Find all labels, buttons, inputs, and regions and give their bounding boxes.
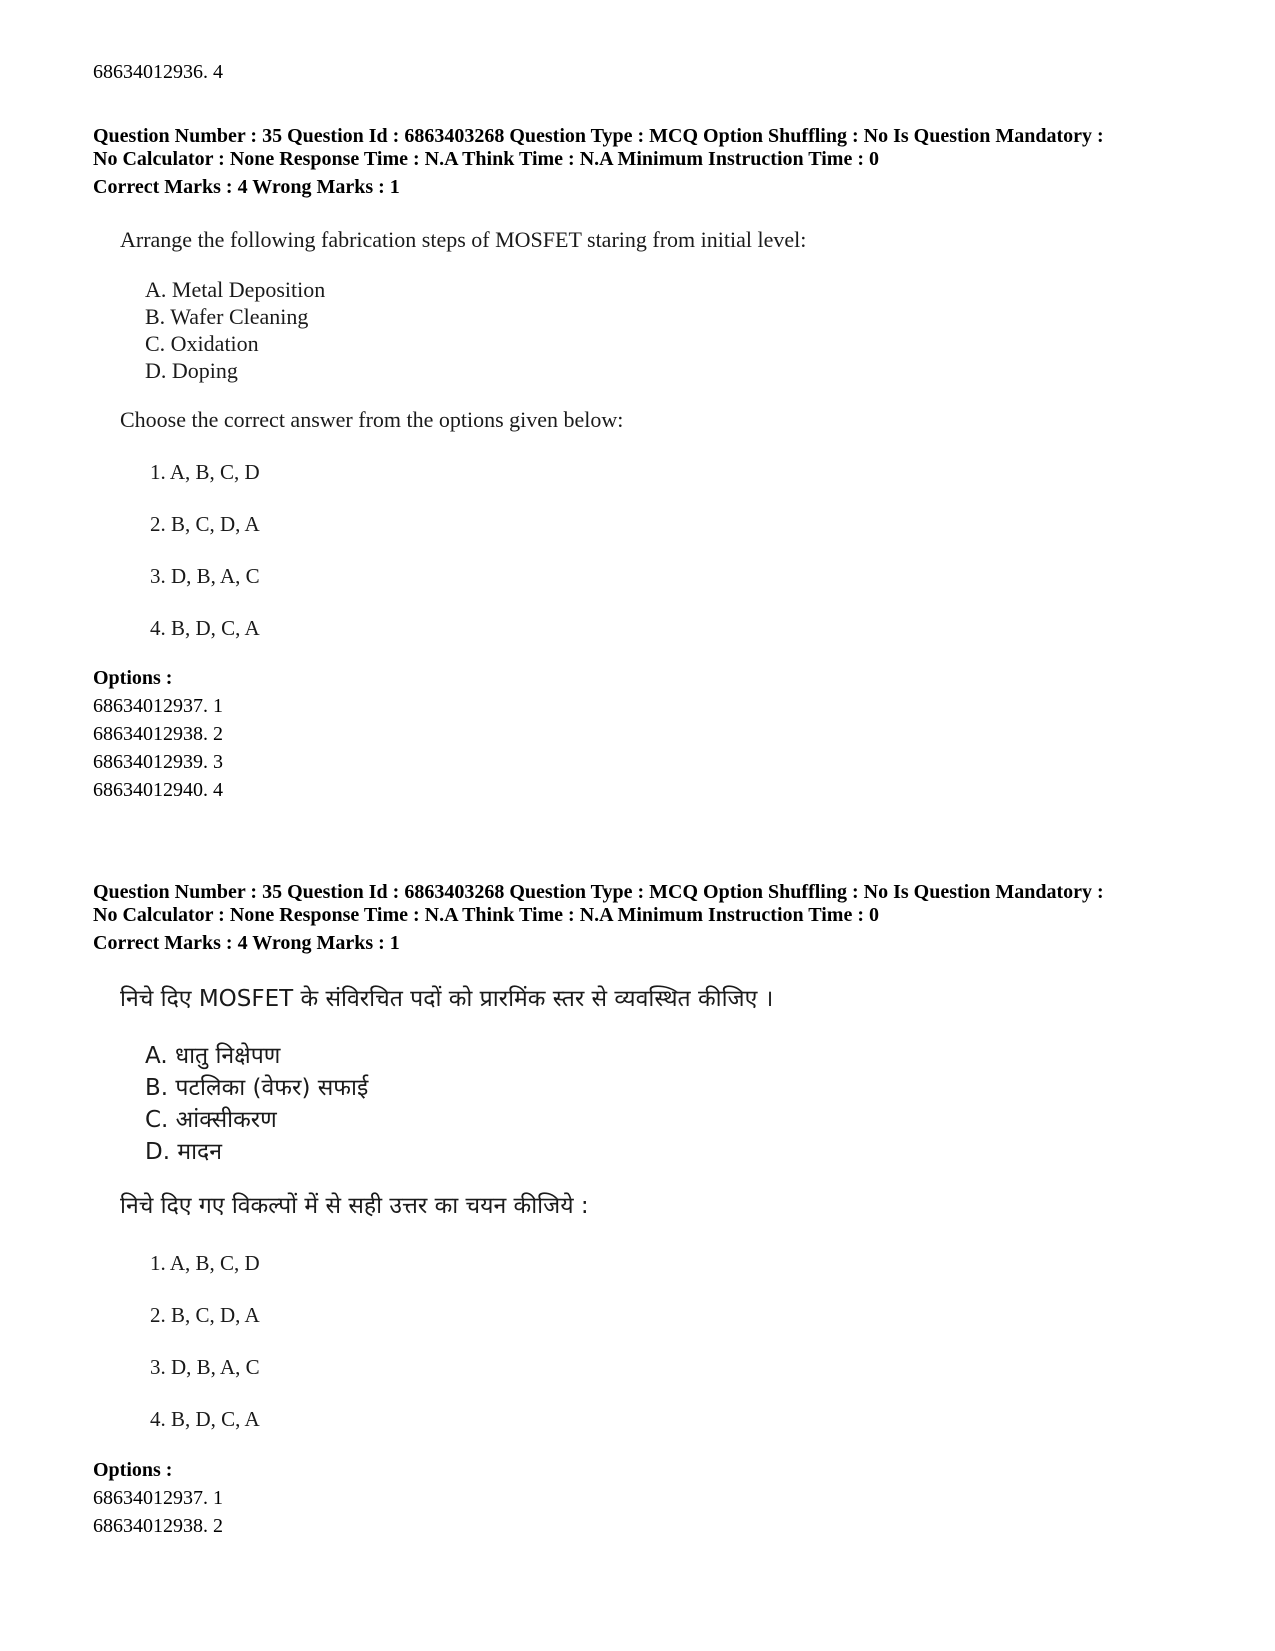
question-marks-line: Correct Marks : 4 Wrong Marks : 1: [93, 176, 400, 198]
question-prompt: Choose the correct answer from the options given below:: [120, 407, 624, 432]
answer-choice: 4. B, D, C, A: [150, 1407, 260, 1431]
list-item: B. Wafer Cleaning: [145, 304, 309, 329]
question-meta-line-1: Question Number : 35 Question Id : 6863403268 Question Type : MCQ Option Shuffling : No Is Question Mandatory :: [93, 125, 1104, 147]
list-item: C. Oxidation: [145, 331, 259, 356]
list-item: A. धातु निक्षेपण: [145, 1043, 281, 1069]
question-stem: Arrange the following fabrication steps of MOSFET staring from initial level:: [120, 227, 807, 252]
option-id-line: 68634012937. 1: [93, 1487, 223, 1509]
question-marks-line: Correct Marks : 4 Wrong Marks : 1: [93, 932, 400, 954]
answer-choice: 2. B, C, D, A: [150, 512, 260, 536]
answer-choice: 1. A, B, C, D: [150, 460, 260, 484]
answer-choice: 3. D, B, A, C: [150, 1355, 260, 1379]
question-meta-line-2: No Calculator : None Response Time : N.A Think Time : N.A Minimum Instruction Time : 0: [93, 904, 879, 926]
question-meta-line-2: No Calculator : None Response Time : N.A Think Time : N.A Minimum Instruction Time : 0: [93, 148, 879, 170]
list-item: B. पटलिका (वेफर) सफाई: [145, 1075, 369, 1101]
answer-choice: 2. B, C, D, A: [150, 1303, 260, 1327]
option-id-line: 68634012938. 2: [93, 1515, 223, 1537]
previous-option-line: 68634012936. 4: [93, 61, 223, 83]
answer-choice: 1. A, B, C, D: [150, 1251, 260, 1275]
question-prompt: निचे दिए गए विकल्पों में से सही उत्तर का चयन कीजिये :: [120, 1193, 589, 1219]
option-id-line: 68634012940. 4: [93, 779, 223, 801]
option-id-line: 68634012938. 2: [93, 723, 223, 745]
list-item: D. Doping: [145, 358, 238, 383]
options-label: Options :: [93, 1459, 173, 1481]
list-item: D. मादन: [145, 1139, 223, 1165]
list-item: C. आंक्सीकरण: [145, 1107, 277, 1133]
answer-choice: 3. D, B, A, C: [150, 564, 260, 588]
options-label: Options :: [93, 667, 173, 689]
list-item: A. Metal Deposition: [145, 277, 326, 302]
question-stem: निचे दिए MOSFET के संविरचित पदों को प्रारमिंक स्तर से व्यवस्थित कीजिए ।: [120, 986, 774, 1012]
question-meta-line-1: Question Number : 35 Question Id : 6863403268 Question Type : MCQ Option Shuffling : No Is Question Mandatory :: [93, 881, 1104, 903]
answer-choice: 4. B, D, C, A: [150, 616, 260, 640]
option-id-line: 68634012937. 1: [93, 695, 223, 717]
option-id-line: 68634012939. 3: [93, 751, 223, 773]
